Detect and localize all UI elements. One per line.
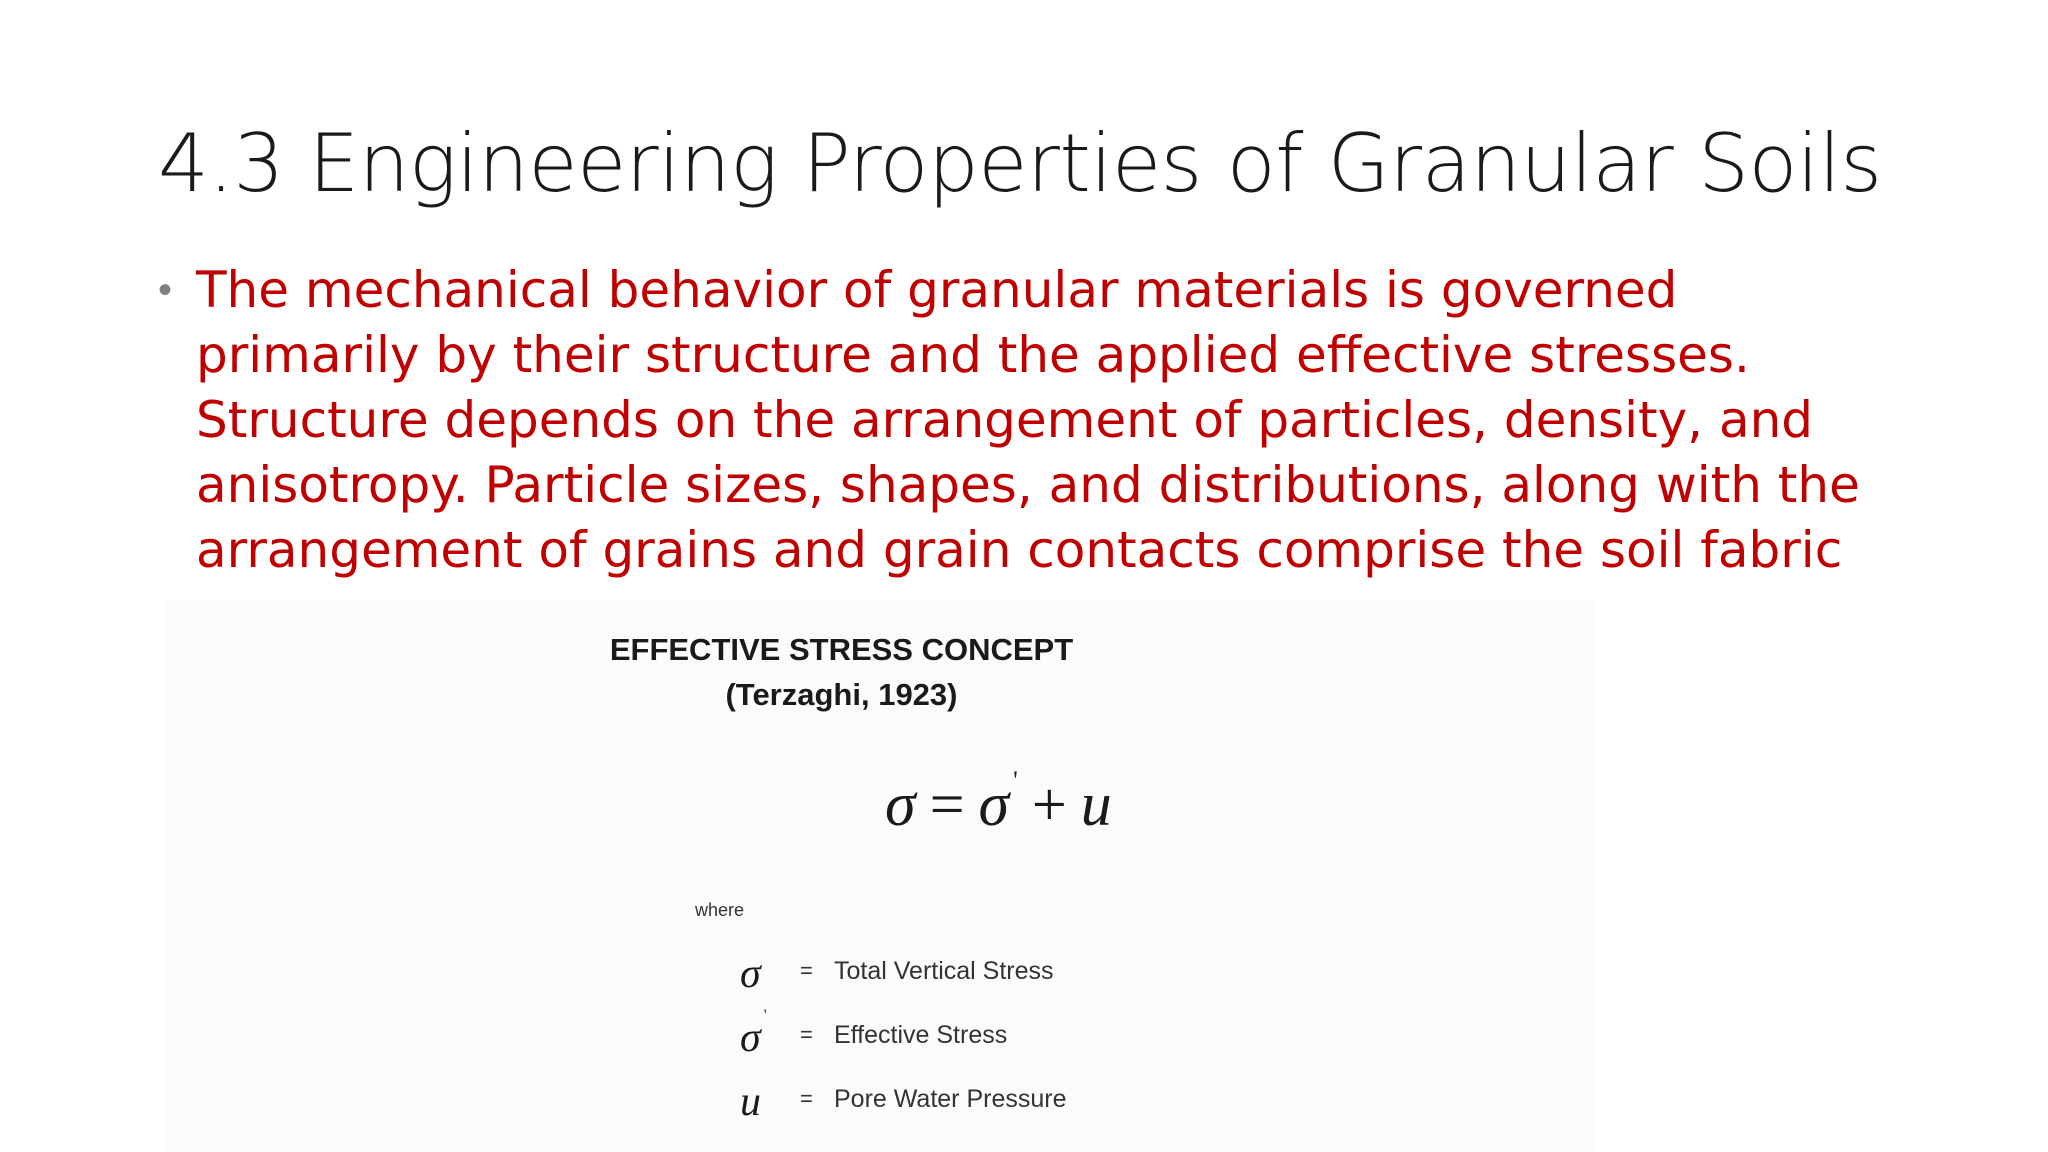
definition-meaning: Pore Water Pressure bbox=[834, 1084, 1067, 1113]
definition-equals: = bbox=[800, 1022, 813, 1047]
definition-row bbox=[740, 1007, 1008, 1061]
equation-term2: u bbox=[1080, 771, 1112, 839]
equation-equals: = bbox=[929, 771, 965, 839]
effective-stress-equation bbox=[885, 766, 1112, 841]
definition-meaning: Effective Stress bbox=[834, 1020, 1008, 1049]
definition-row bbox=[740, 1074, 1066, 1124]
equation-plus: + bbox=[1031, 771, 1067, 839]
definition-row bbox=[740, 946, 1054, 996]
figure-heading: EFFECTIVE STRESS CONCEPT bbox=[609, 632, 1074, 667]
bullet-point bbox=[158, 258, 1878, 583]
definition-equals: = bbox=[800, 1086, 813, 1111]
definition-symbol: σ bbox=[740, 951, 761, 997]
definition-symbol: u bbox=[740, 1079, 761, 1125]
definition-symbol: σ ' bbox=[740, 1007, 767, 1061]
equation-lhs: σ bbox=[885, 771, 916, 839]
definition-meaning: Total Vertical Stress bbox=[834, 956, 1054, 985]
bullet-text: The mechanical behavior of granular materials is governed primarily by their structure and the applied effective stresses. Structure depends on the arrangement of particles, density, and anisotropy. Particle sizes, shapes, and distributions, along with the arrangement of grains and grain contacts comprise the soil fabric bbox=[196, 261, 1860, 579]
bullet-marker: • bbox=[158, 268, 173, 312]
definition-equals: = bbox=[800, 958, 813, 983]
figure-subheading: (Terzaghi, 1923) bbox=[725, 677, 958, 712]
equation-prime: ' bbox=[1013, 766, 1018, 796]
equation-term1: σ bbox=[978, 771, 1010, 839]
where-label: where bbox=[695, 900, 745, 920]
slide-title: 4.3 Engineering Properties of Granular Soils bbox=[158, 117, 1882, 210]
